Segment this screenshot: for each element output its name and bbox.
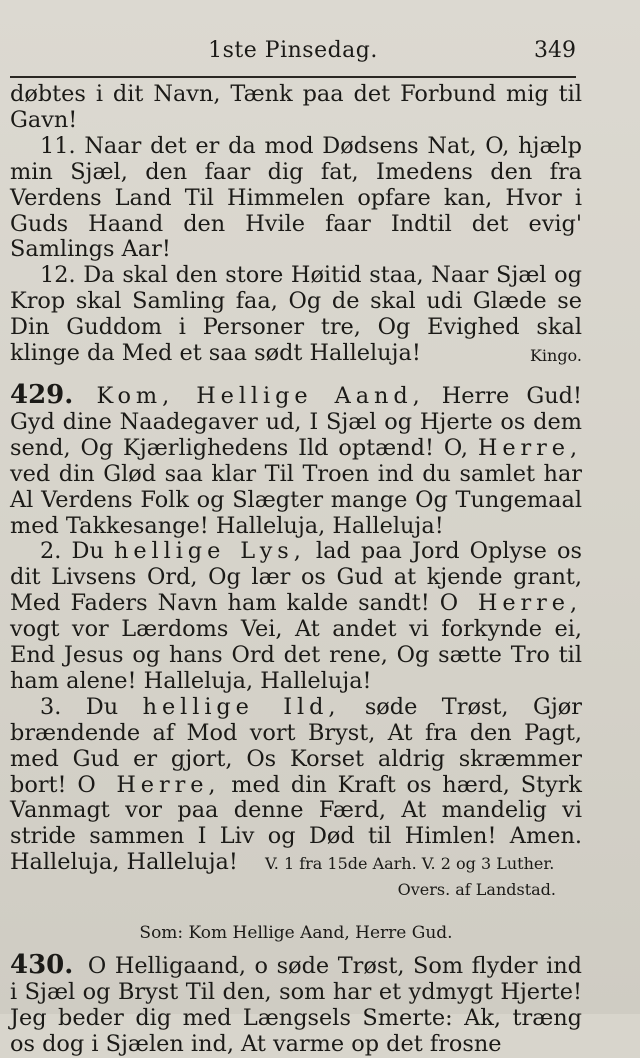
hymn-429-verse-3-start: 3. Du [40,693,119,720]
page-number: 349 [534,38,576,63]
hymn-429-sources: V. 1 fra 15de Aarh. V. 2 og 3 Luther. [265,854,555,874]
hymn-429-verse-3-spaced: hellige Ild, [142,693,341,720]
hymn-429-first-words: Kom, Hellige Aand, [96,382,425,409]
hymn-429-verse-2-spaced: hellige Lys, [114,538,306,565]
previous-hymn-continuation: døbtes i dit Navn, Tænk paa det Forbund mig til Gavn! [10,81,582,133]
hymn-429-verse-2 [10,539,582,694]
hymn-429-verse-3-spaced-2: O Herre, [77,771,221,798]
hymn-429-verse-3 [10,695,582,877]
hymn-429-verse-1 [10,379,582,539]
hymn-429-verse-2-start: 2. Du [40,538,104,565]
hymn-429-verse-1-text: Herre Gud! Gyd dine Naadegaver ud, I Sjæl og Hjerte os dem send, Og Kjærlighedens Ild optænd! O, [10,382,582,461]
hymn-429-verse-2-text: lad paa Jord Oplyse os dit Livsens Ord, Og lær os Gud at kjende grant, Med Faders Navn ham kalde sandt! [10,538,583,617]
hymn-430-number: 430. [10,950,74,980]
hymn-429-verse-1-spaced: Herre, [477,434,582,461]
hymn-author: Kingo. [529,346,582,366]
hymn-430-text: O Helligaand, o søde Trøst, Som flyder ind i Sjæl og Bryst Til den, som har et ydmygt Hjerte! Jeg beder dig med Længsels Smerte: Ak, træng os dog i Sjælen ind, At varme op det frosne [10,953,582,1057]
running-title: 1ste Pinsedag. [208,38,378,63]
hymn-430-verse-1 [10,950,582,1058]
page-header [10,36,576,78]
hymn-429-verse-3-text: søde Trøst, Gjør brændende af Mod vort Bryst, At fra den Pagt, med Gud er gjort, Os Korset aldrig skræmmer bort! [10,693,582,798]
hymn-429-verse-1-rest: ved din Glød saa klar Til Troen ind du samlet har Al Verdens Folk og Slægter mange Og Tungemaal med Takkesange! Halleluja, Halleluja! [10,460,582,539]
verse-12-text: 12. Da skal den store Høitid staa, Naar Sjæl og Krop skal Samling faa, Og de skal udi Glæde se Din Guddom i Personer tre, Og Evighed skal klinge da Med et saa sødt Halleluja! [10,262,582,367]
hymn-429-verse-3-rest: med din Kraft os hærd, Styrk Vanmagt vor paa denne Færd, At mandelig vi stride sammen I Liv og Død til Himlen! Amen. Halleluja, Halleluja! [10,771,582,876]
hymn-429-verse-2-spaced-2: O Herre, [439,590,582,617]
hymn-429-translator: Overs. af Landstad. [397,880,556,900]
verse-12 [10,263,582,367]
hymn-429-verse-2-rest: vogt vor Lærdoms Vei, At andet vi forkynde ei, End Jesus og hans Ord det rene, Og sætte Tro til ham alene! Halleluja, Halleluja! [10,616,582,694]
verse-11: 11. Naar det er da mod Dødsens Nat, O, hjælp min Sjæl, den faar dig fat, Imedens den fra Verdens Land Til Himmelen opfare kan, Hvor i Guds Haand den Hvile faar Indtil det evig' Samlings Aar! [10,132,582,263]
tune-reference: Som: Kom Hellige Aand, Herre Gud. [139,923,453,944]
page-body [10,82,582,1058]
hymn-429-number: 429. [10,379,74,410]
